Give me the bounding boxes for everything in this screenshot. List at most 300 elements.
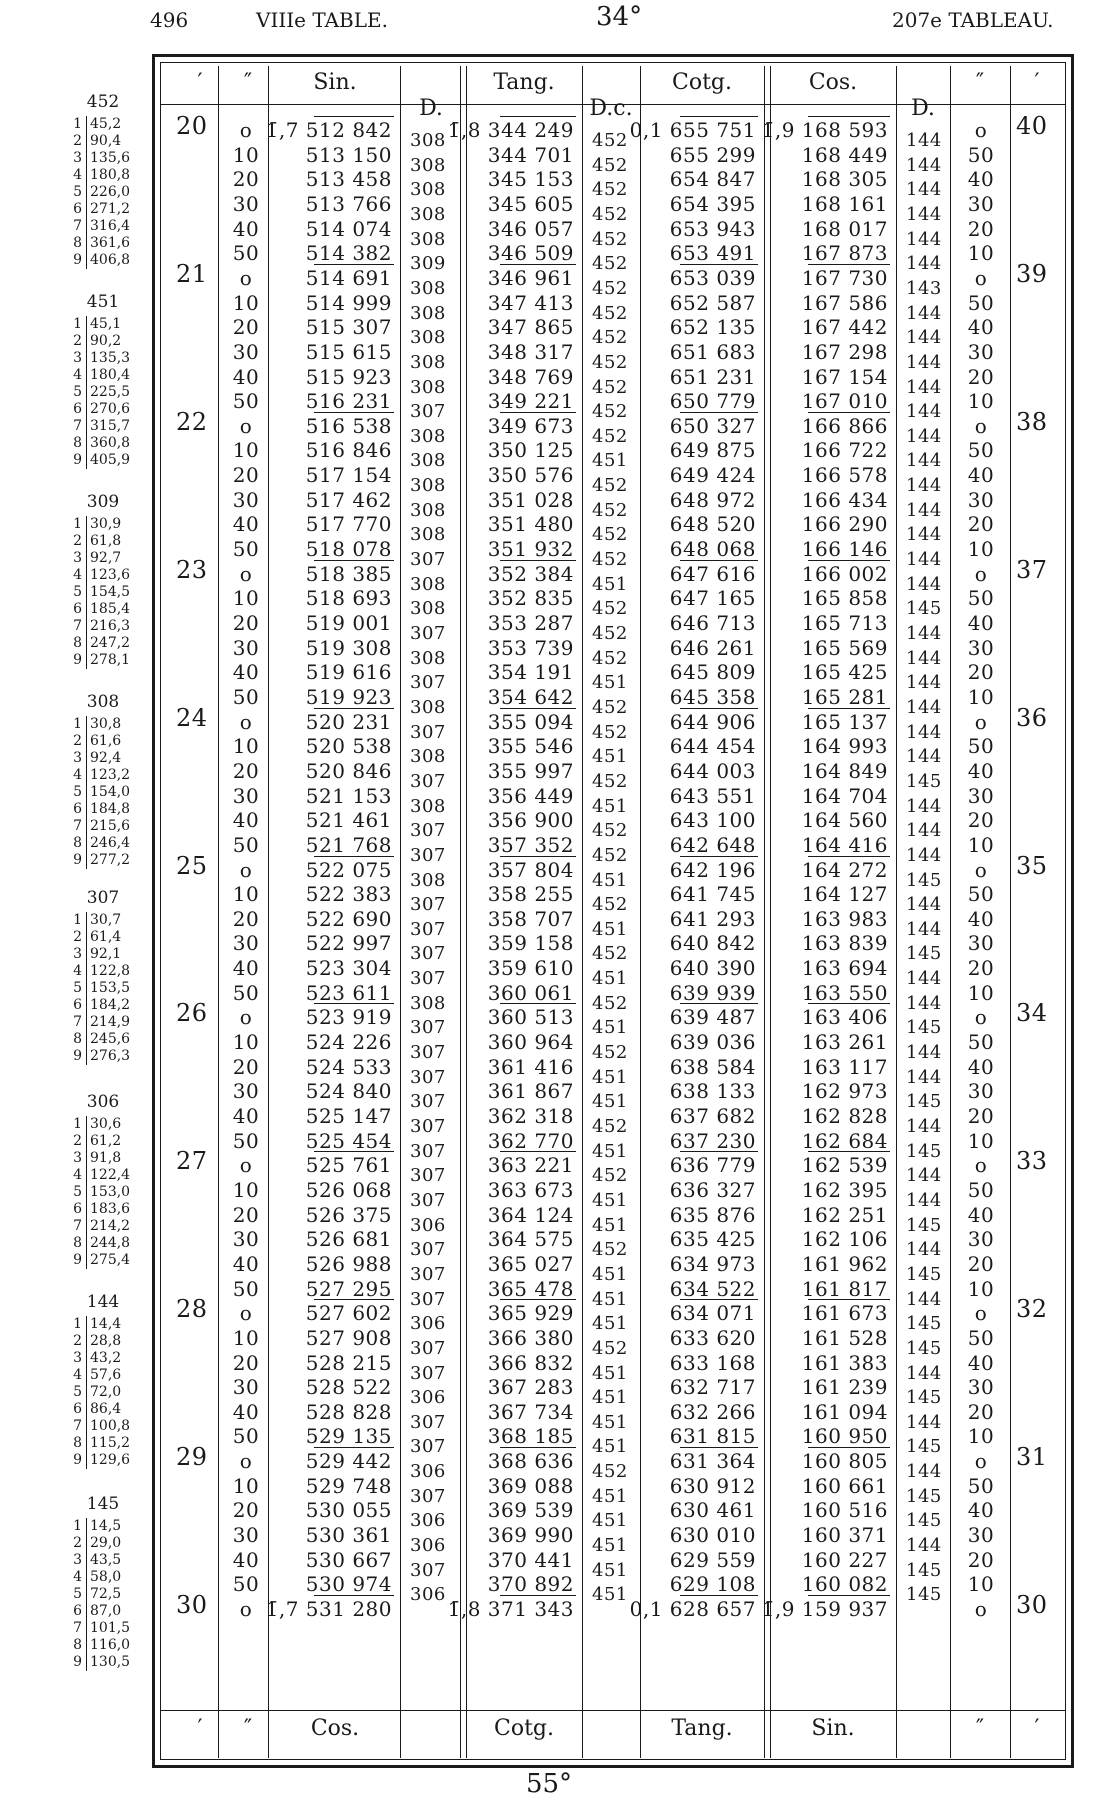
pp-multiplier: 8 — [73, 1435, 82, 1451]
sin-value: 514 074 — [305, 216, 392, 241]
second-right: 40 — [967, 463, 995, 488]
pp-block-title: 308 — [86, 692, 120, 712]
pp-multiplier: 5 — [73, 1184, 82, 1200]
second-left: 30 — [232, 635, 260, 660]
common-difference: 452 — [592, 623, 628, 644]
pp-row — [68, 929, 121, 945]
minute-right: 33 — [1016, 1147, 1048, 1176]
second-right: o — [974, 1005, 988, 1030]
cotg-value: 641 745 — [669, 882, 756, 907]
second-left: 10 — [232, 1473, 260, 1498]
cotg-value: 646 261 — [669, 635, 756, 660]
pp-row — [68, 1637, 130, 1653]
cos-difference: 144 — [906, 203, 942, 225]
pp-value: 405,9 — [90, 452, 131, 468]
sin-difference: 306 — [410, 1510, 446, 1532]
pp-multiplier: 4 — [73, 963, 82, 979]
sin-value: 525 147 — [305, 1104, 392, 1128]
tang-value: 358 255 — [487, 882, 574, 907]
sin-value: 521 461 — [305, 808, 392, 833]
second-right: 10 — [967, 537, 995, 562]
cotg-value: 647 616 — [669, 561, 756, 586]
second-right: 30 — [967, 1523, 995, 1548]
cos-value: 165 569 — [801, 635, 888, 660]
sin-value: 528 828 — [305, 1399, 392, 1424]
pp-multiplier: 6 — [73, 601, 82, 617]
common-difference: 452 — [592, 277, 628, 299]
pp-multiplier: 5 — [73, 384, 82, 400]
sin-value: 530 667 — [305, 1547, 392, 1572]
pp-value: 14,5 — [90, 1518, 122, 1534]
second-left: 30 — [232, 1375, 260, 1400]
pp-multiplier: 9 — [73, 1048, 82, 1064]
pp-value: 101,5 — [90, 1620, 131, 1636]
pp-row — [68, 818, 130, 834]
cos-difference: 145 — [906, 943, 942, 965]
pp-row — [68, 1184, 130, 1200]
pp-block-title: 451 — [86, 292, 120, 312]
tang-value: 365 929 — [487, 1301, 574, 1326]
cos-value: 165 713 — [801, 611, 888, 635]
cotg-value: 630 010 — [669, 1523, 756, 1548]
pp-value: 184,2 — [90, 997, 131, 1013]
pp-multiplier: 8 — [73, 635, 82, 651]
pp-multiplier: 4 — [73, 1569, 82, 1585]
second-right: 20 — [967, 512, 995, 537]
second-left: o — [239, 1005, 253, 1030]
sin-difference: 306 — [410, 1313, 446, 1335]
minute-left: 23 — [176, 555, 208, 584]
pp-multiplier: 3 — [73, 550, 82, 566]
pp-multiplier: 2 — [73, 533, 82, 549]
tang-value: 359 610 — [487, 956, 574, 981]
cos-value: 163 839 — [801, 931, 888, 956]
pp-row — [68, 1201, 130, 1217]
common-difference: 452 — [592, 524, 628, 546]
minute-right: 30 — [1016, 1591, 1048, 1619]
tang-value: 350 576 — [487, 463, 574, 488]
minute-right: 40 — [1016, 112, 1048, 140]
pp-value: 92,4 — [90, 750, 122, 766]
cotg-value: 641 293 — [669, 906, 756, 931]
cos-difference: 144 — [906, 154, 942, 176]
cos-value: 162 684 — [801, 1128, 888, 1153]
tang-minute-rule — [500, 708, 576, 709]
second-left: 30 — [232, 1227, 260, 1252]
pp-multiplier: 1 — [73, 316, 82, 332]
pp-value: 245,6 — [90, 1031, 131, 1047]
cos-difference: 144 — [906, 524, 942, 546]
pp-multiplier: 6 — [73, 801, 82, 817]
tang-value: 351 028 — [487, 487, 574, 512]
sin-minute-rule — [314, 1595, 394, 1596]
pp-value: 61,4 — [90, 929, 122, 945]
sin-difference: 307 — [410, 1288, 446, 1310]
second-left: 50 — [232, 684, 260, 709]
cos-difference: 144 — [906, 1239, 942, 1261]
minute-left: 25 — [176, 851, 208, 880]
cos-value: 166 290 — [801, 512, 888, 537]
second-left: 40 — [232, 956, 260, 981]
second-right: 20 — [967, 808, 995, 833]
tang-value: 344 701 — [487, 142, 574, 167]
common-difference: 452 — [592, 425, 628, 447]
minute-left: 24 — [176, 703, 208, 732]
col-header-top-4: Tang. — [493, 70, 555, 95]
sin-difference: 308 — [410, 228, 446, 250]
cos-value: 165 137 — [801, 709, 888, 734]
sin-value: 525 761 — [305, 1153, 392, 1178]
sin-difference: 308 — [410, 450, 446, 472]
cotg-value: 630 461 — [669, 1498, 756, 1523]
tang-value: 364 124 — [487, 1202, 574, 1227]
cotg-value: 636 779 — [669, 1153, 756, 1178]
pp-row — [68, 1603, 121, 1619]
cotg-value: 630 912 — [669, 1473, 756, 1498]
tang-value: 346 961 — [487, 265, 574, 290]
sin-difference: 309 — [410, 253, 446, 275]
pp-value: 154,0 — [90, 784, 131, 800]
second-right: 20 — [967, 216, 995, 241]
cos-value: 163 261 — [801, 1030, 888, 1055]
sin-value: 521 153 — [305, 783, 392, 808]
common-difference: 451 — [592, 1387, 628, 1409]
sin-difference: 308 — [410, 499, 446, 521]
col-header-top-9: ″ — [975, 70, 985, 95]
pp-row — [68, 750, 121, 766]
tang-value: 366 832 — [487, 1350, 574, 1375]
sin-difference: 307 — [410, 672, 446, 694]
cotg-minute-rule — [680, 1151, 758, 1152]
cos-value: 166 578 — [801, 463, 888, 488]
common-difference: 452 — [592, 844, 628, 866]
second-right: 10 — [967, 241, 995, 266]
common-difference: 451 — [592, 1091, 628, 1113]
second-right: 30 — [967, 1227, 995, 1252]
cotg-minute-rule — [680, 708, 758, 709]
pp-value: 183,6 — [90, 1201, 131, 1217]
cos-value: 162 106 — [801, 1227, 888, 1252]
cos-difference: 145 — [906, 1584, 942, 1606]
common-difference: 452 — [592, 598, 628, 620]
pp-multiplier: 6 — [73, 997, 82, 1013]
pp-multiplier: 9 — [73, 852, 82, 868]
common-difference: 452 — [592, 253, 628, 275]
tang-value: 355 094 — [487, 709, 574, 734]
tang-minute-rule — [500, 264, 576, 265]
col-header-top-6: Cotg. — [672, 70, 732, 95]
sin-difference: 307 — [410, 1165, 446, 1187]
second-left: 30 — [232, 1079, 260, 1104]
sin-value: 513 150 — [305, 142, 392, 167]
cos-value: 166 146 — [801, 537, 888, 562]
cos-difference: 144 — [906, 820, 942, 842]
second-left: 30 — [232, 487, 260, 512]
tang-value: 352 835 — [487, 586, 574, 611]
second-right: 40 — [967, 906, 995, 931]
sin-difference: 308 — [410, 992, 446, 1014]
pp-value: 123,2 — [90, 767, 131, 783]
common-difference: 452 — [592, 351, 628, 373]
sep-cos-d — [896, 66, 897, 1758]
cotg-value: 635 876 — [669, 1202, 756, 1227]
pp-multiplier: 3 — [73, 750, 82, 766]
common-difference: 451 — [592, 869, 628, 891]
sin-difference: 307 — [410, 1066, 446, 1088]
pp-multiplier: 1 — [73, 912, 82, 928]
pp-row — [68, 584, 130, 600]
second-right: 30 — [967, 1375, 995, 1400]
sin-difference: 308 — [410, 277, 446, 299]
pp-value: 92,7 — [90, 550, 122, 566]
pp-multiplier: 4 — [73, 1167, 82, 1183]
common-difference: 451 — [592, 573, 628, 595]
tang-value: 370 441 — [487, 1547, 574, 1572]
cos-value: 161 383 — [801, 1350, 888, 1375]
common-difference: 452 — [592, 499, 628, 521]
cotg-minute-rule — [680, 412, 758, 413]
pp-value: 278,1 — [90, 652, 131, 668]
pp-row — [68, 116, 121, 132]
pp-value: 45,1 — [90, 316, 122, 332]
common-difference: 452 — [592, 721, 628, 743]
sin-difference: 307 — [410, 721, 446, 743]
second-left: 50 — [232, 537, 260, 562]
cotg-value: 644 454 — [669, 734, 756, 759]
sin-difference: 308 — [410, 696, 446, 718]
pp-value: 360,8 — [90, 435, 131, 451]
cos-difference: 144 — [906, 894, 942, 916]
pp-multiplier: 7 — [73, 818, 82, 834]
cos-difference: 145 — [906, 598, 942, 620]
sin-difference: 307 — [410, 1189, 446, 1211]
second-right: 20 — [967, 1251, 995, 1276]
cos-value: 166 434 — [801, 487, 888, 512]
tang-value: 363 221 — [487, 1153, 574, 1178]
cotg-value: 654 847 — [669, 167, 756, 192]
second-left: o — [239, 709, 253, 734]
sin-value: 516 231 — [305, 389, 392, 414]
cos-difference: 145 — [906, 1214, 942, 1236]
pp-row — [68, 133, 121, 149]
pp-row — [68, 1048, 130, 1064]
tang-minute-rule — [500, 116, 576, 117]
cos-value: 161 817 — [801, 1276, 888, 1301]
pp-multiplier: 6 — [73, 1201, 82, 1217]
pp-row — [68, 784, 130, 800]
cos-value: 166 722 — [801, 438, 888, 463]
cos-minute-rule — [808, 1003, 890, 1004]
common-difference: 452 — [592, 376, 628, 398]
second-left: 40 — [232, 1104, 260, 1128]
second-right: 20 — [967, 1547, 995, 1572]
sin-value: 513 766 — [305, 191, 392, 216]
second-right: 50 — [967, 1030, 995, 1055]
tang-value: 348 769 — [487, 364, 574, 389]
minute-left: 20 — [176, 112, 208, 140]
cos-value: 164 272 — [801, 857, 888, 882]
pp-multiplier: 3 — [73, 150, 82, 166]
pp-row — [68, 516, 121, 532]
common-difference: 451 — [592, 918, 628, 940]
pp-multiplier: 3 — [73, 946, 82, 962]
sin-value: 522 997 — [305, 931, 392, 956]
sin-value: 524 533 — [305, 1054, 392, 1079]
tang-value: 355 546 — [487, 734, 574, 759]
pp-value: 43,5 — [90, 1552, 122, 1568]
pp-multiplier: 7 — [73, 218, 82, 234]
pp-value: 225,5 — [90, 384, 131, 400]
cos-difference: 144 — [906, 1362, 942, 1384]
cotg-value: 639 487 — [669, 1005, 756, 1030]
second-right: o — [974, 1153, 988, 1178]
sin-difference: 307 — [410, 1362, 446, 1384]
sin-value: 519 923 — [305, 684, 392, 709]
second-left: 10 — [232, 290, 260, 315]
cos-difference: 144 — [906, 253, 942, 275]
pp-row — [68, 997, 130, 1013]
sin-minute-rule — [314, 1299, 394, 1300]
minute-left: 30 — [176, 1591, 208, 1619]
pp-value: 100,8 — [90, 1418, 131, 1434]
pp-multiplier: 3 — [73, 1350, 82, 1366]
cos-difference: 144 — [906, 351, 942, 373]
pp-row — [68, 452, 130, 468]
cos-value: 168 305 — [801, 167, 888, 192]
sep-cotg-cos-b — [770, 66, 771, 1758]
second-left: 10 — [232, 1325, 260, 1350]
cotg-value: 639 939 — [669, 980, 756, 1005]
second-right: 30 — [967, 339, 995, 364]
cos-difference: 144 — [906, 475, 942, 497]
cos-value: 168 449 — [801, 142, 888, 167]
cos-value: 160 805 — [801, 1449, 888, 1474]
pp-value: 92,1 — [90, 946, 122, 962]
cos-value: 165 425 — [801, 660, 888, 685]
pp-value: 244,8 — [90, 1235, 131, 1251]
pp-row — [68, 1014, 130, 1030]
pp-row — [68, 652, 130, 668]
second-left: o — [239, 1597, 253, 1621]
cos-minute-rule — [808, 412, 890, 413]
cos-value: 160 516 — [801, 1498, 888, 1523]
second-left: 40 — [232, 660, 260, 685]
cos-value: 163 983 — [801, 906, 888, 931]
table-title-right: 207e TABLEAU. — [892, 8, 1054, 32]
tang-value: 359 158 — [487, 931, 574, 956]
second-right: 20 — [967, 364, 995, 389]
second-right: 10 — [967, 684, 995, 709]
pp-multiplier: 5 — [73, 584, 82, 600]
sin-value: 527 908 — [305, 1325, 392, 1350]
second-left: 10 — [232, 586, 260, 611]
tang-value: 352 384 — [487, 561, 574, 586]
pp-value: 91,8 — [90, 1150, 122, 1166]
sin-minute-rule — [314, 1151, 394, 1152]
pp-multiplier: 9 — [73, 1452, 82, 1468]
second-right: 40 — [967, 315, 995, 340]
cotg-value: 643 551 — [669, 783, 756, 808]
pp-multiplier: 1 — [73, 1116, 82, 1132]
pp-value: 30,8 — [90, 716, 122, 732]
sin-difference: 308 — [410, 154, 446, 176]
cos-minute-rule — [808, 708, 890, 709]
common-difference: 451 — [592, 1313, 628, 1335]
common-difference: 451 — [592, 1584, 628, 1606]
tang-minute-rule — [500, 412, 576, 413]
sin-value: 1̄,7 512 842 — [265, 118, 392, 142]
second-left: o — [239, 1153, 253, 1178]
sin-value: 517 154 — [305, 463, 392, 488]
cotg-value: 648 520 — [669, 512, 756, 537]
cos-difference: 144 — [906, 746, 942, 768]
second-right: 40 — [967, 1350, 995, 1375]
tang-value: 363 673 — [487, 1177, 574, 1202]
pp-row — [68, 401, 130, 417]
second-left: 50 — [232, 1572, 260, 1597]
cotg-value: 646 713 — [669, 611, 756, 635]
pp-row — [68, 1116, 121, 1132]
pp-value: 61,6 — [90, 733, 122, 749]
second-right: 50 — [967, 438, 995, 463]
common-difference: 451 — [592, 1436, 628, 1458]
cos-difference: 144 — [906, 425, 942, 447]
cotg-value: 643 100 — [669, 808, 756, 833]
pp-multiplier: 1 — [73, 116, 82, 132]
cos-value: 163 406 — [801, 1005, 888, 1030]
cos-difference: 144 — [906, 376, 942, 398]
second-right: 30 — [967, 783, 995, 808]
second-left: o — [239, 1301, 253, 1326]
pp-row — [68, 418, 130, 434]
sin-value: 520 231 — [305, 709, 392, 734]
cos-value: 161 239 — [801, 1375, 888, 1400]
cos-difference: 145 — [906, 1559, 942, 1581]
cotg-minute-rule — [680, 560, 758, 561]
pp-value: 58,0 — [90, 1569, 122, 1585]
cos-difference: 143 — [906, 277, 942, 299]
second-left: 20 — [232, 906, 260, 931]
cotg-value: 639 036 — [669, 1030, 756, 1055]
cotg-value: 0,1 628 657 — [629, 1597, 756, 1621]
common-difference: 451 — [592, 1411, 628, 1433]
pp-value: 30,7 — [90, 912, 122, 928]
pp-value: 72,5 — [90, 1586, 122, 1602]
minute-left: 28 — [176, 1295, 208, 1324]
second-left: 50 — [232, 1128, 260, 1153]
tang-value: 346 057 — [487, 216, 574, 241]
sin-difference: 307 — [410, 1042, 446, 1064]
common-difference: 451 — [592, 1535, 628, 1557]
pp-row — [68, 333, 121, 349]
cotg-value: 633 168 — [669, 1350, 756, 1375]
cotg-value: 632 266 — [669, 1399, 756, 1424]
sin-difference: 307 — [410, 844, 446, 866]
col-header-bottom-5: Sin. — [811, 1716, 855, 1741]
col-header-top-5: D.c. — [589, 96, 633, 121]
tang-value: 367 283 — [487, 1375, 574, 1400]
pp-multiplier: 7 — [73, 618, 82, 634]
pp-multiplier: 3 — [73, 1150, 82, 1166]
pp-row — [68, 601, 130, 617]
sin-difference: 307 — [410, 820, 446, 842]
sin-value: 517 462 — [305, 487, 392, 512]
pp-multiplier: 7 — [73, 1218, 82, 1234]
pp-row — [68, 1654, 130, 1670]
cotg-minute-rule — [680, 1447, 758, 1448]
col-header-bottom-4: Tang. — [671, 1716, 733, 1741]
pp-row — [68, 550, 121, 566]
